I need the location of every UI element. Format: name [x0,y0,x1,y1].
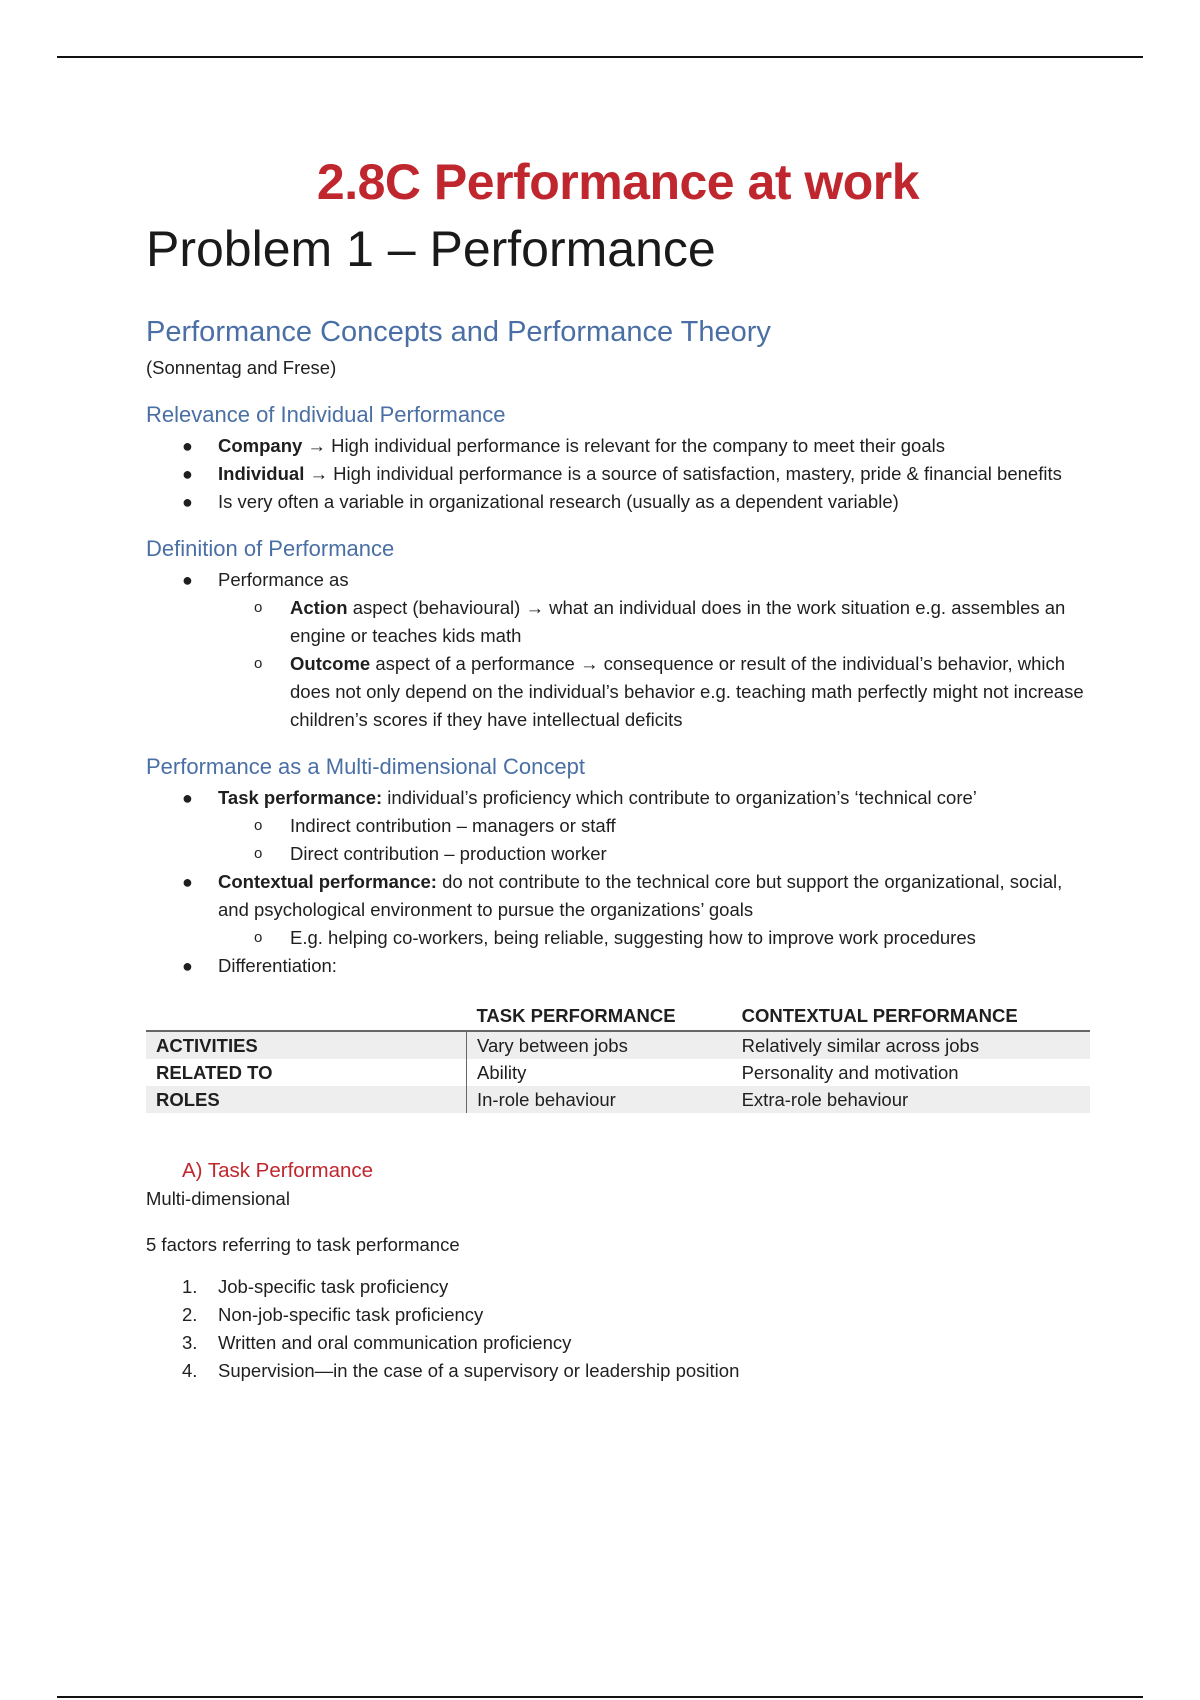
list-item: ● Performance as [182,569,349,590]
citation: (Sonnentag and Frese) [146,357,337,378]
table-row [146,1031,1090,1059]
definition-sublist [218,594,1090,734]
table-cell: Ability [477,1061,527,1083]
bottom-rule [57,1696,1143,1698]
table-row-label: ROLES [146,1086,467,1113]
definition-list [146,566,1090,594]
task-sublist [218,812,1090,868]
contextual-sublist [218,924,1090,952]
contextual-list [146,868,1090,924]
list-item: o Action aspect (behavioural) → what an individual does in the work situation e.g. assembles an engine or teaches kids math [254,597,1066,646]
heading-multidimensional: Performance as a Multi-dimensional Concept [146,754,585,779]
list-item: 2. Non-job-specific task proficiency [182,1304,484,1325]
heading-definition: Definition of Performance [146,536,395,561]
table-cell: Extra-role behaviour [732,1086,1090,1113]
task-line-1: Multi-dimensional [146,1188,290,1209]
heading-task-performance: A) Task Performance [182,1159,374,1182]
list-item: ● Task performance: individual’s proficiency which contribute to organization’s ‘technical core’ [182,787,977,808]
section-heading-concepts: Performance Concepts and Performance Theory [146,316,771,348]
list-item: ● Individual → High individual performance is a source of satisfaction, mastery, pride & financial benefits [182,463,1062,484]
list-item: o E.g. helping co-workers, being reliable, suggesting how to improve work procedures [254,927,976,948]
differentiation-list [146,952,1090,980]
list-item: o Direct contribution – production worker [254,843,607,864]
list-item: 4. Supervision—in the case of a supervisory or leadership position [182,1360,740,1381]
relevance-list [146,432,1090,516]
differentiation-table [146,1002,1090,1113]
table-header-row [146,1002,1090,1031]
list-item: o Indirect contribution – managers or staff [254,815,616,836]
list-item: ● Is very often a variable in organizational research (usually as a dependent variable) [182,491,899,512]
table-cell: Personality and motivation [741,1061,959,1083]
table-row-label: ACTIVITIES [146,1031,467,1059]
document-title: 2.8C Performance at work [316,154,920,210]
task-factors-list [146,1273,1090,1385]
task-line-2: 5 factors referring to task performance [146,1234,460,1255]
table-row-label: RELATED TO [146,1059,467,1086]
list-item: ● Company → High individual performance is relevant for the company to meet their goals [182,435,945,456]
table-cell: Relatively similar across jobs [732,1031,1090,1059]
table-cell: In-role behaviour [467,1086,732,1113]
table-row [146,1086,1090,1113]
table-header-cell: TASK PERFORMANCE [467,1002,732,1031]
list-item: o Outcome aspect of a performance → consequence or result of the individual’s behavior, which does not only depend on the individual’s behavior e.g. teaching math perfectly might not increase children’s scores if they have intellectual deficits [254,653,1084,730]
list-item: 3. Written and oral communication proficiency [182,1332,572,1353]
table-cell: Vary between jobs [467,1031,732,1059]
table-row [146,1059,1090,1086]
problem-title: Problem 1 – Performance [146,221,716,277]
top-rule [57,56,1143,58]
document-page [146,150,1090,1385]
list-item: ● Differentiation: [182,955,337,976]
heading-relevance: Relevance of Individual Performance [146,402,506,427]
table-header-cell: CONTEXTUAL PERFORMANCE [732,1002,1090,1031]
multidim-list [146,784,1090,812]
table-header-cell [146,1002,467,1031]
list-item: 1. Job-specific task proficiency [182,1276,449,1297]
list-item: ● Contextual performance: do not contribute to the technical core but support the organizational, social, and psychological environment to pursue the organizations’ goals [182,871,1063,920]
